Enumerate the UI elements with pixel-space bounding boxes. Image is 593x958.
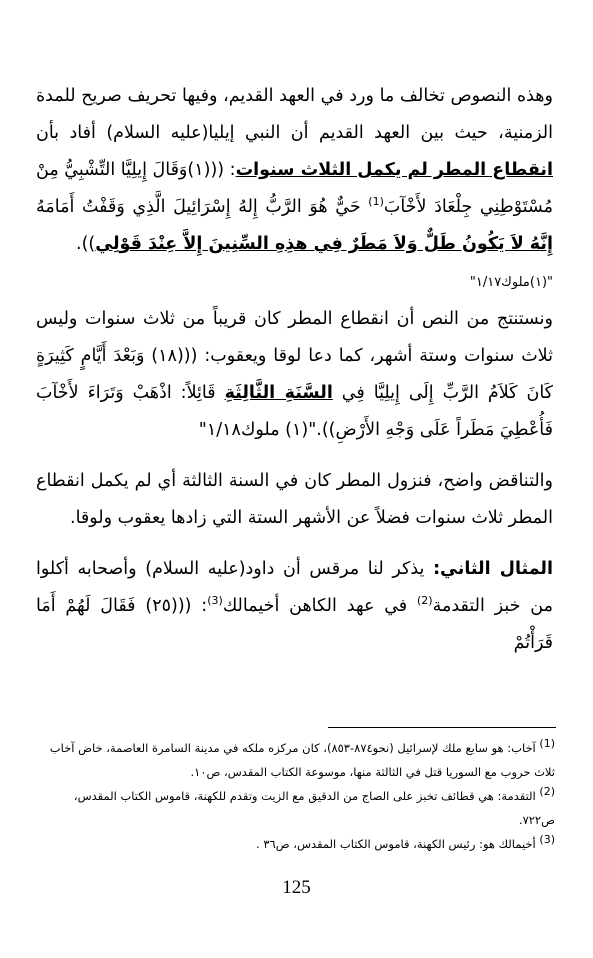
footnote-3: [40, 832, 555, 856]
p4-text: يذكر لنا مرقس أن داود(عليه السلام) وأصحابه أكلوا من خبز التقدمة: [36, 559, 553, 616]
p4-text-2: في عهد الكاهن أخيمالك: [222, 596, 417, 616]
footnote-mark-2: (2): [539, 785, 555, 799]
footnote-divider: [328, 727, 556, 728]
p1-text: وهذه النصوص تخالف ما ورد في العهد القديم، وفيها تحريف صريح للمدة الزمنية، حيث بين العهد القديم أن النبي إيليا(عليه السلام) أفاد بأن: [36, 86, 553, 143]
p1-quote-end: )).: [76, 234, 96, 254]
p2-emphasis: السَّنَةِ الثَّالِثَةِ: [224, 383, 333, 403]
scripture-reference: [36, 263, 553, 301]
footnote-mark-1: (1): [539, 737, 555, 751]
p4-label: المثال الثاني:: [433, 559, 553, 579]
p2-end: قَائِلاً: اذْهَبْ وَتَرَاءَ لأَخْآبَ فَأُعْطِيَ مَطَراً عَلَى وَجْهِ الأَرْضِ))."(١) ملوك١/١٨": [36, 383, 553, 440]
footnote-ref-2: (2): [417, 594, 433, 608]
paragraph-1: [36, 78, 553, 263]
footnote-text-2: التقدمة: هي قطائف تخبز على الصاج من الدقيق مع الزيت وتقدم للكهنة، قاموس الكتاب المقدس، ص٧٢٢.: [73, 789, 555, 827]
paragraph-4: [36, 551, 553, 662]
p1-emphasis: انقطاع المطر لم يكمل الثلاث سنوات: [235, 160, 553, 180]
paragraph-3: [36, 463, 553, 537]
footnote-2: [40, 784, 555, 832]
page-number: 125: [282, 877, 311, 898]
p1-quote: حَيٌّ هُوَ الرَّبُّ إِلهُ إِسْرَائِيلَ الَّذِي وَقَفْتُ أَمَامَهُ: [36, 197, 369, 217]
footnote-text-3: أخيمالك هو: رئيس الكهنة، قاموس الكتاب المقدس، ص٣٦ .: [256, 837, 536, 851]
main-text: [36, 78, 553, 662]
p4-end: : (((٢٥) فَقَالَ لَهُمْ أَمَا قَرَأْتُمْ: [36, 596, 553, 653]
footnote-ref-1: (1): [368, 195, 384, 209]
p1-quote-intro: : (((١)وَقَالَ إِيلِيَّا التِّشْبِيُّ مِنْ مُسْتَوْطِنِي جِلْعَادَ لأَخْآبَ: [36, 160, 553, 217]
p2-text: ونستنتج من النص أن انقطاع المطر كان قريباً من ثلاث سنوات وليس ثلاث سنوات وستة أشهر، كما دعا لوقا ويعقوب: (((١٨) وَبَعْدَ أَيَّامٍ كَثِيرَةٍ كَانَ كَلاَمُ الرَّبِّ إِلَى إِيلِيَّا فِي: [36, 309, 554, 403]
p1-quote-emphasis: إِنَّهُ لاَ يَكُونُ طَلٌّ وَلاَ مَطَرٌ فِي هذِهِ السِّنِينَ إِلاَّ عِنْدَ قَوْلِي: [95, 234, 553, 254]
footnote-mark-3: (3): [539, 833, 555, 847]
p3-text: والتناقض واضح، فنزول المطر كان في السنة الثالثة أي لم يكمل انقطاع المطر ثلاث سنوات فضلاً عن الأشهر الستة التي زادها يعقوب ولوقا.: [36, 471, 553, 528]
footnote-ref-3: (3): [207, 594, 223, 608]
paragraph-2: [36, 301, 553, 449]
footnotes: [40, 736, 555, 856]
footnote-text-1: آخاب: هو سابع ملك لإسرائيل (نحو٨٧٤-٨٥٣)، كان مركزه ملكه في مدينة السامرة العاصمة، خاض آخاب ثلاث حروب مع السوريا قتل في الثالثة منها، موسوعة الكتاب المقدس، ص١٠.: [49, 741, 555, 779]
reference-text: "(١)ملوك١/١٧": [469, 275, 553, 290]
footnote-1: [40, 736, 555, 784]
